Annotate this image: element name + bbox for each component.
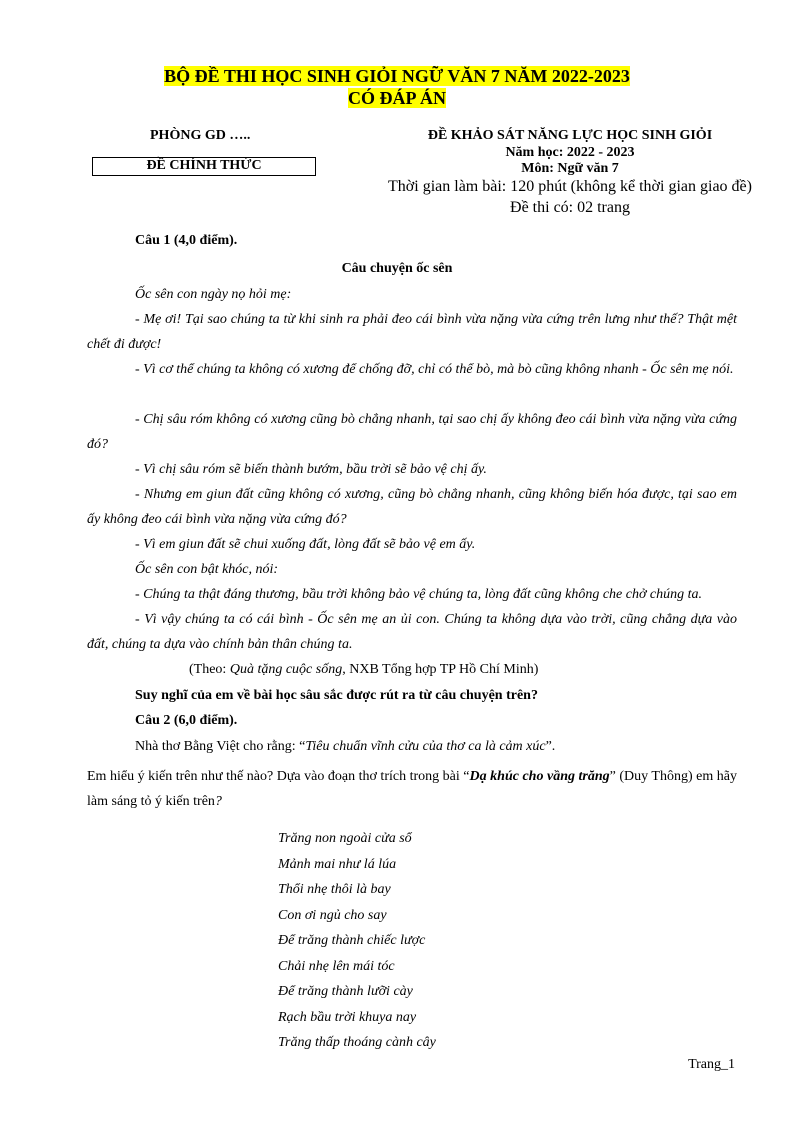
- poem-line: Để trăng thành lưỡi cày: [278, 984, 413, 999]
- page-number: Trang_1: [688, 1057, 735, 1072]
- exam-time: Thời gian làm bài: 120 phút (không kể thời gian giao đề): [388, 178, 752, 195]
- story-paragraph: - Vì chị sâu róm sẽ biến thành bướm, bầu trời sẽ bảo vệ chị ấy.: [135, 462, 487, 477]
- story-paragraph: Ốc sên con bật khóc, nói:: [135, 562, 279, 577]
- source-book: Quà tặng cuộc sống: [229, 662, 343, 677]
- story-paragraph: - Chúng ta thật đáng thương, bầu trời không bảo vệ chúng ta, lòng đất cũng không che chở chúng ta.: [135, 587, 703, 602]
- intro-suffix: ”.: [545, 739, 556, 754]
- story-paragraph: - Mẹ ơi! Tại sao chúng ta từ khi sinh ra phải đeo cái bình vừa nặng vừa cứng trên lưng như thế? Thật mệt chết đi được!: [87, 312, 737, 352]
- story-paragraph: - Vì cơ thể chúng ta không có xương để chống đỡ, chỉ có thể bò, mà bò cũng không nhanh - Ốc sên mẹ nói.: [135, 362, 734, 377]
- poem-line: Trăng thấp thoáng cành cây: [278, 1035, 436, 1050]
- poem-line: Rạch bầu trời khuya nay: [278, 1009, 417, 1025]
- source-prefix: (Theo:: [189, 662, 230, 677]
- poem-line: Mảnh mai như lá lúa: [278, 856, 397, 872]
- question1-prompt: Suy nghĩ của em về bài học sâu sắc được rút ra từ câu chuyện trên?: [135, 688, 538, 703]
- story-source: [189, 662, 538, 678]
- poem-line: Con ơi ngủ cho say: [278, 907, 387, 923]
- story-paragraph: Ốc sên con ngày nọ hỏi mẹ:: [135, 287, 292, 302]
- intro-quote: Tiêu chuẩn vĩnh cửu của thơ ca là cảm xúc: [305, 739, 546, 754]
- department-label: PHÒNG GD …..: [150, 128, 251, 143]
- exam-header-title: ĐỀ KHẢO SÁT NĂNG LỰC HỌC SINH GIỎI: [427, 128, 713, 143]
- task-end: ?: [214, 794, 222, 809]
- doc-title-line2: CÓ ĐÁP ÁN: [348, 88, 446, 108]
- page-count: Đề thi có: 02 trang: [510, 199, 630, 216]
- poem-line: Thổi nhẹ thôi là bay: [278, 882, 391, 897]
- subject: Môn: Ngữ văn 7: [521, 161, 619, 176]
- question2-task: [87, 764, 737, 814]
- school-year: Năm học: 2022 - 2023: [505, 145, 635, 160]
- task-poem-title: Dạ khúc cho vầng trăng: [469, 769, 610, 784]
- doc-title-line1: BỘ ĐỀ THI HỌC SINH GIỎI NGỮ VĂN 7 NĂM 2022-2023: [164, 66, 630, 86]
- story-paragraph: - Vì em giun đất sẽ chui xuống đất, lòng đất sẽ bảo vệ em ấy.: [135, 537, 476, 552]
- task-prefix: Em hiểu ý kiến trên như thế nào? Dựa vào đoạn thơ trích trong bài “: [87, 769, 470, 784]
- official-exam-label: ĐỀ CHÍNH THỨC: [92, 157, 316, 176]
- story-paragraph: - Chị sâu róm không có xương cũng bò chẳng nhanh, tại sao chị ấy không đeo cái bình vừa nặng vừa cứng đó?: [87, 412, 737, 452]
- question2-intro: [135, 739, 555, 755]
- poem-excerpt: [278, 826, 436, 1056]
- story-paragraph: - Nhưng em giun đất cũng không có xương, cũng bò chẳng nhanh, cũng không biến hóa được, tại sao em ấy không đeo cái bình vừa nặng vừa cứng đó?: [87, 487, 737, 527]
- story-title: Câu chuyện ốc sên: [341, 261, 453, 276]
- source-suffix: , NXB Tổng hợp TP Hồ Chí Minh): [342, 662, 539, 677]
- poem-line: Trăng non ngoài cửa sổ: [278, 831, 412, 846]
- task-suffix: ” (Duy Thông) em hãy làm sáng tỏ ý kiến trên: [87, 769, 737, 809]
- story-paragraph: - Vì vậy chúng ta có cái bình - Ốc sên mẹ an ủi con. Chúng ta không dựa vào trời, cũng chẳng dựa vào đất, chúng ta dựa vào chính bản thân chúng ta.: [87, 612, 737, 652]
- question1-heading: Câu 1 (4,0 điểm).: [135, 233, 238, 248]
- question2-heading: Câu 2 (6,0 điểm).: [135, 713, 238, 728]
- poem-line: Chải nhẹ lên mái tóc: [278, 958, 395, 974]
- intro-prefix: Nhà thơ Bằng Việt cho rằng: “: [135, 739, 306, 754]
- poem-line: Để trăng thành chiếc lược: [278, 933, 426, 948]
